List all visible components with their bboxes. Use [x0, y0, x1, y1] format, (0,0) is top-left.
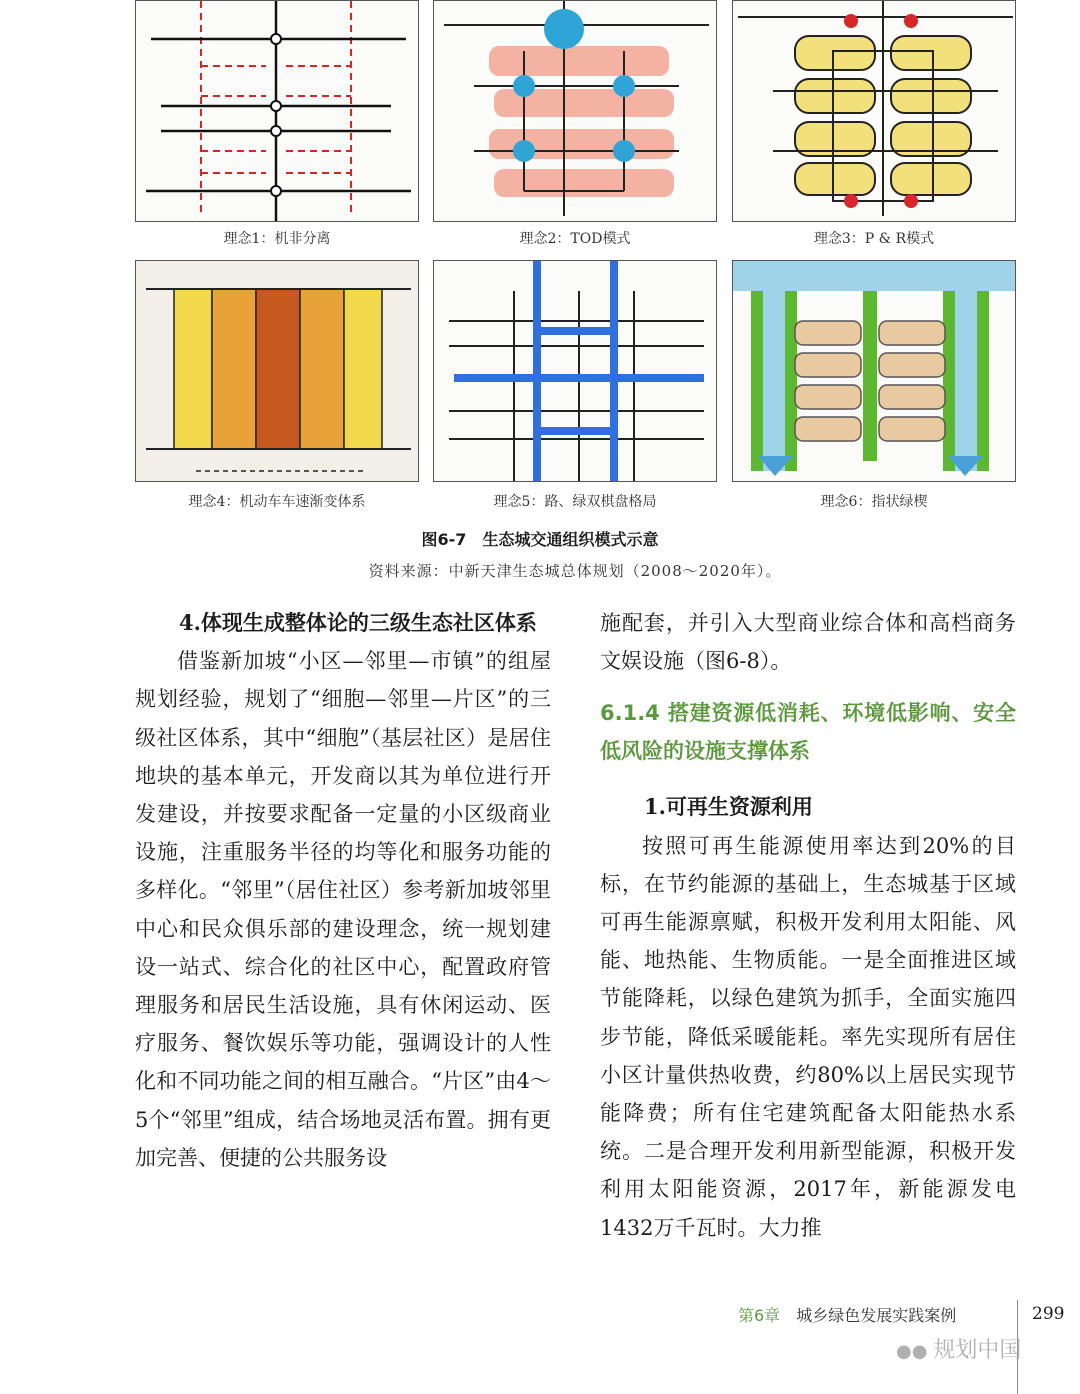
- panel-caption: 理念2：TOD模式: [519, 231, 631, 247]
- diagram-concept-6: [732, 260, 1016, 482]
- panel-caption: 理念4：机动车车速渐变体系: [188, 494, 366, 510]
- watermark: [896, 1333, 1021, 1364]
- diagram-concept-1: [135, 0, 419, 222]
- left-column: [135, 604, 551, 1177]
- diagram-concept-4: [135, 260, 419, 482]
- wechat-icon: ●●: [896, 1341, 928, 1362]
- page-footer: [738, 1303, 956, 1326]
- figure-title: 图6-7 生态城交通组织模式示意: [421, 530, 659, 549]
- body-paragraph: 借鉴新加坡“小区—邻里—市镇”的组屋规划经验，规划了“细胞—邻里—片区”的三级社区体系，其中“细胞”（基层社区）是居住地块的基本单元，开发商以其为单位进行开发建设，并按要求配备一定量的小区级商业设施，注重服务半径的均等化和服务功能的多样化。“邻里”（居住社区）参考新加坡邻里中心和民众俱乐部的建设理念，统一规划建设一站式、综合化的社区中心，配置政府管理服务和居民生活设施，具有休闲运动、医疗服务、餐饮娱乐等功能，强调设计的人性化和不同功能之间的相互融合。“片区”由4～5个“邻里”组成，结合场地灵活布置。拥有更加完善、便捷的公共服务设: [135, 649, 551, 1170]
- subsection-heading: 4.体现生成整体论的三级生态社区体系: [179, 610, 537, 635]
- panel-caption: 理念3：P & R模式: [813, 231, 935, 247]
- diagram-concept-2: [433, 0, 717, 222]
- chapter-title: 城乡绿色发展实践案例: [796, 1306, 957, 1325]
- diagram-concept-5: [433, 260, 717, 482]
- panel-caption: 理念5：路、绿双棋盘格局: [493, 494, 657, 510]
- page-number: 299: [1032, 1304, 1065, 1324]
- diagram-concept-3: [732, 0, 1016, 222]
- section-heading: 6.1.4 搭建资源低消耗、环境低影响、安全低风险的设施支撑体系: [600, 701, 1016, 764]
- right-column: [600, 604, 1016, 1247]
- chapter-label: 第6章: [738, 1306, 781, 1325]
- subsection-heading: 1.可再生资源利用: [644, 794, 813, 820]
- panel-caption: 理念1：机非分离: [223, 231, 331, 247]
- panel-caption: 理念6：指状绿楔: [820, 494, 928, 510]
- body-paragraph-continued: 施配套，并引入大型商业综合体和高档商务文娱设施（图6-8）。: [600, 611, 1016, 674]
- watermark-text: 规划中国: [933, 1338, 1022, 1363]
- figure-source: 资料来源：中新天津生态城总体规划（2008～2020年）。: [368, 562, 782, 580]
- body-paragraph: 按照可再生能源使用率达到20%的目标，在节约能源的基础上，生态城基于区域可再生能源禀赋，积极开发利用太阳能、风能、地热能、生物质能。一是全面推进区域节能降耗，以绿色建筑为抓手，全面实施四步节能，降低采暖能耗。率先实现所有居住小区计量供热收费，约80%以上居民实现节能降费；所有住宅建筑配备太阳能热水系统。二是合理开发利用新型能源，积极开发利用太阳能资源，2017年，新能源发电1432万千瓦时。大力推: [600, 833, 1016, 1240]
